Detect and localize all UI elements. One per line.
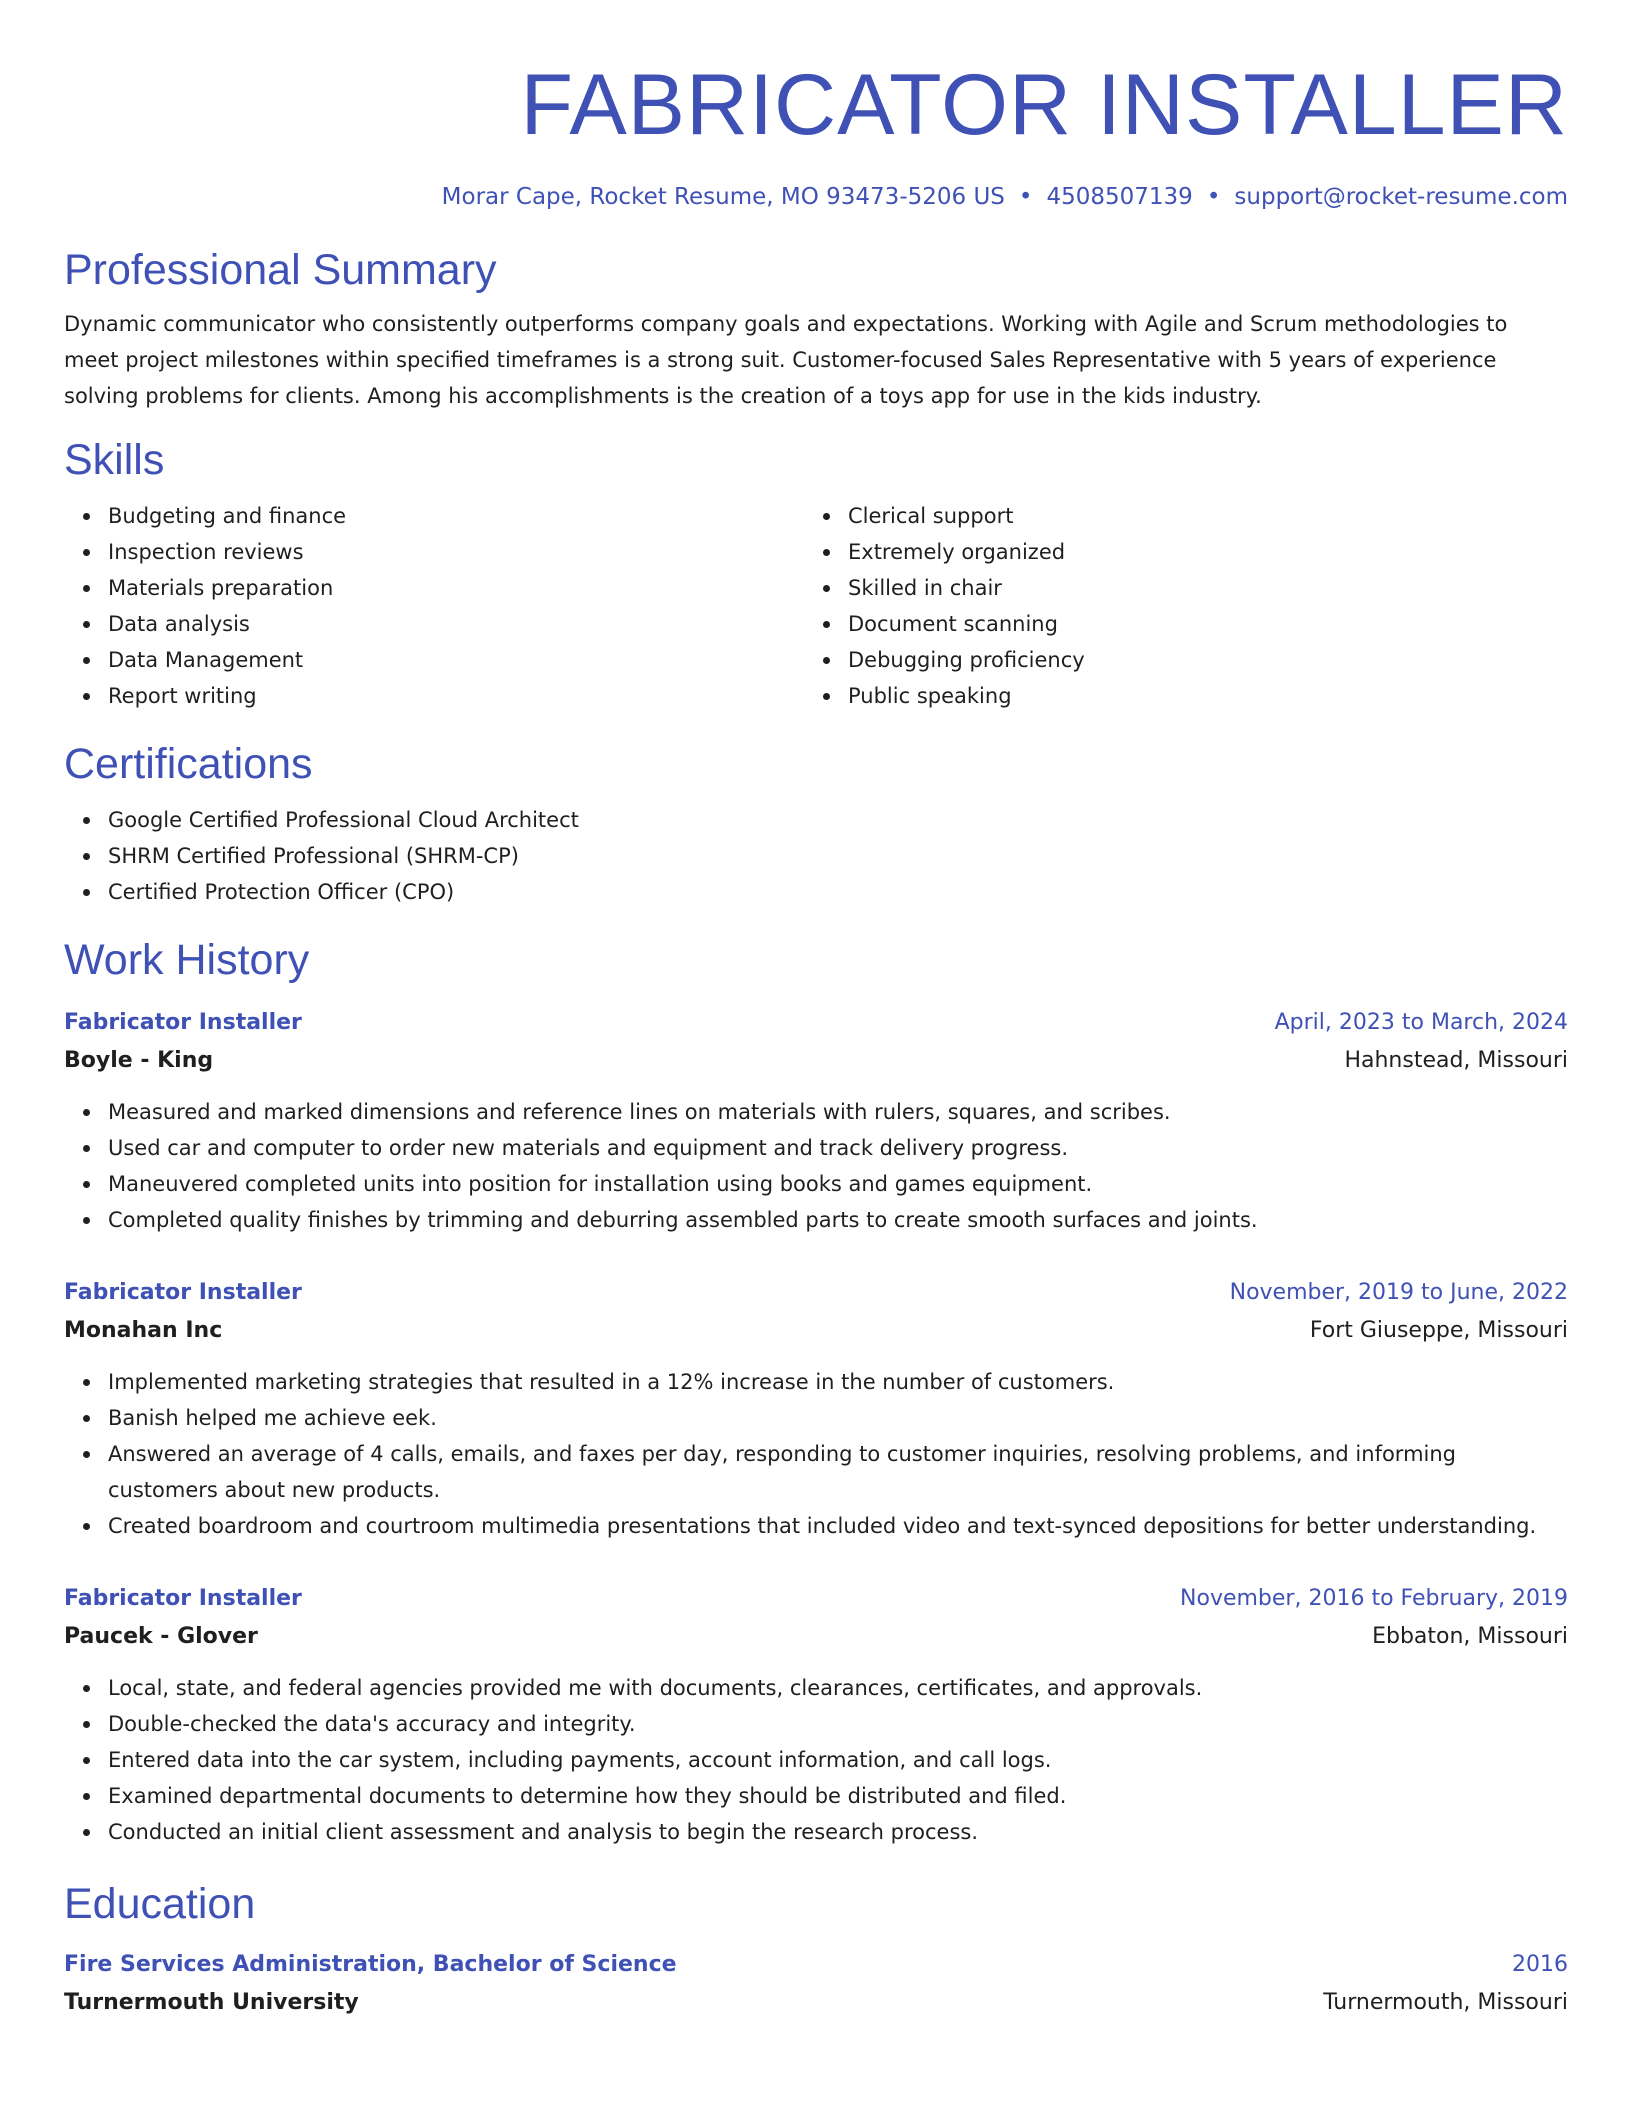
job-bullet: Entered data into the car system, including payments, account information, and call logs. xyxy=(108,1742,1568,1778)
job-bullet: Maneuvered completed units into position for installation using books and games equipment. xyxy=(108,1166,1568,1202)
job-company-row xyxy=(64,1312,1568,1350)
candidate-name: FABRICATOR INSTALLER xyxy=(520,57,1568,153)
job-title: Fabricator Installer xyxy=(64,1010,302,1035)
skill-item: Document scanning xyxy=(848,606,1504,642)
skills-list-right xyxy=(804,498,1504,714)
skill-item: Extremely organized xyxy=(848,534,1504,570)
education-year: 2016 xyxy=(1512,1952,1568,1977)
job-location: Fort Giuseppe, Missouri xyxy=(1309,1318,1568,1343)
skill-item: Report writing xyxy=(108,678,804,714)
section-heading-education: Education xyxy=(64,1880,256,1928)
certification-item: Certified Protection Officer (CPO) xyxy=(108,874,1568,910)
skills-column-right xyxy=(804,498,1504,714)
certification-item: Google Certified Professional Cloud Architect xyxy=(108,802,1568,838)
certifications-section xyxy=(64,736,1568,910)
job-bullets xyxy=(64,1364,1568,1544)
job-entry xyxy=(64,1580,1568,1850)
job-bullet: Implemented marketing strategies that resulted in a 12% increase in the number of customers. xyxy=(108,1364,1568,1400)
education-school-row xyxy=(64,1984,1568,2022)
certification-item: SHRM Certified Professional (SHRM-CP) xyxy=(108,838,1568,874)
education-degree-row xyxy=(64,1946,1568,1984)
education-section xyxy=(64,1876,1568,2022)
contact-address: Morar Cape, Rocket Resume, MO 93473-5206 US xyxy=(441,184,1005,210)
job-bullet: Answered an average of 4 calls, emails, and faxes per day, responding to customer inquiries, resolving problems, and informing customers about new products. xyxy=(108,1436,1568,1508)
job-entry xyxy=(64,1004,1568,1238)
job-bullet: Created boardroom and courtroom multimedia presentations that included video and text-synced depositions for better understanding. xyxy=(108,1508,1568,1544)
contact-separator: • xyxy=(1018,184,1033,210)
skill-item: Clerical support xyxy=(848,498,1504,534)
section-heading-certifications: Certifications xyxy=(64,740,313,788)
job-bullets xyxy=(64,1670,1568,1850)
contact-phone: 4508507139 xyxy=(1046,184,1193,210)
job-bullet: Completed quality finishes by trimming and deburring assembled parts to create smooth surfaces and joints. xyxy=(108,1202,1568,1238)
skills-grid xyxy=(64,498,1568,714)
job-dates: November, 2019 to June, 2022 xyxy=(1229,1280,1568,1305)
education-location: Turnermouth, Missouri xyxy=(1323,1990,1568,2015)
job-dates: November, 2016 to February, 2019 xyxy=(1180,1586,1568,1611)
skills-column-left xyxy=(64,498,804,714)
resume-header xyxy=(64,50,1568,214)
skill-item: Public speaking xyxy=(848,678,1504,714)
contact-email: support@rocket-resume.com xyxy=(1234,184,1568,210)
job-location: Hahnstead, Missouri xyxy=(1344,1048,1568,1073)
job-bullets xyxy=(64,1094,1568,1238)
job-bullet: Used car and computer to order new materials and equipment and track delivery progress. xyxy=(108,1130,1568,1166)
skill-item: Materials preparation xyxy=(108,570,804,606)
contact-separator: • xyxy=(1206,184,1221,210)
job-title-row xyxy=(64,1274,1568,1312)
job-bullet: Conducted an initial client assessment and analysis to begin the research process. xyxy=(108,1814,1568,1850)
job-bullet: Examined departmental documents to determine how they should be distributed and filed. xyxy=(108,1778,1568,1814)
section-heading-skills: Skills xyxy=(64,436,165,484)
section-heading-summary: Professional Summary xyxy=(64,246,497,294)
skill-item: Debugging proficiency xyxy=(848,642,1504,678)
job-company: Monahan Inc xyxy=(64,1318,223,1343)
section-heading-work-history: Work History xyxy=(64,936,310,984)
job-bullet: Double-checked the data's accuracy and integrity. xyxy=(108,1706,1568,1742)
contact-line xyxy=(64,180,1568,214)
job-title-row xyxy=(64,1580,1568,1618)
job-title: Fabricator Installer xyxy=(64,1280,302,1305)
job-dates: April, 2023 to March, 2024 xyxy=(1274,1010,1568,1035)
job-title-row xyxy=(64,1004,1568,1042)
education-entry xyxy=(64,1946,1568,2022)
job-company: Paucek - Glover xyxy=(64,1624,258,1649)
skills-section xyxy=(64,432,1568,714)
job-company: Boyle - King xyxy=(64,1048,214,1073)
summary-text: Dynamic communicator who consistently outperforms company goals and expectations. Working with Agile and Scrum methodologies to meet project milestones within specified timeframes is a strong suit. Customer-focused Sales Representative with 5 years of experience solving problems for clients. Among his accomplishments is the creation of a toys app for use in the kids industry. xyxy=(64,312,1508,408)
skill-item: Data analysis xyxy=(108,606,804,642)
skill-item: Inspection reviews xyxy=(108,534,804,570)
skill-item: Data Management xyxy=(108,642,804,678)
job-bullet: Measured and marked dimensions and reference lines on materials with rulers, squares, and scribes. xyxy=(108,1094,1568,1130)
work-history-section xyxy=(64,932,1568,1850)
education-degree: Fire Services Administration, Bachelor of Science xyxy=(64,1952,677,1977)
education-school: Turnermouth University xyxy=(64,1990,359,2015)
job-entry xyxy=(64,1274,1568,1544)
summary-section xyxy=(64,242,1568,414)
skill-item: Budgeting and finance xyxy=(108,498,804,534)
job-location: Ebbaton, Missouri xyxy=(1372,1624,1568,1649)
skill-item: Skilled in chair xyxy=(848,570,1504,606)
certifications-list xyxy=(64,802,1568,910)
job-company-row xyxy=(64,1042,1568,1080)
job-company-row xyxy=(64,1618,1568,1656)
job-bullet: Banish helped me achieve eek. xyxy=(108,1400,1568,1436)
job-bullet: Local, state, and federal agencies provided me with documents, clearances, certificates, and approvals. xyxy=(108,1670,1568,1706)
job-title: Fabricator Installer xyxy=(64,1586,302,1611)
skills-list-left xyxy=(64,498,804,714)
